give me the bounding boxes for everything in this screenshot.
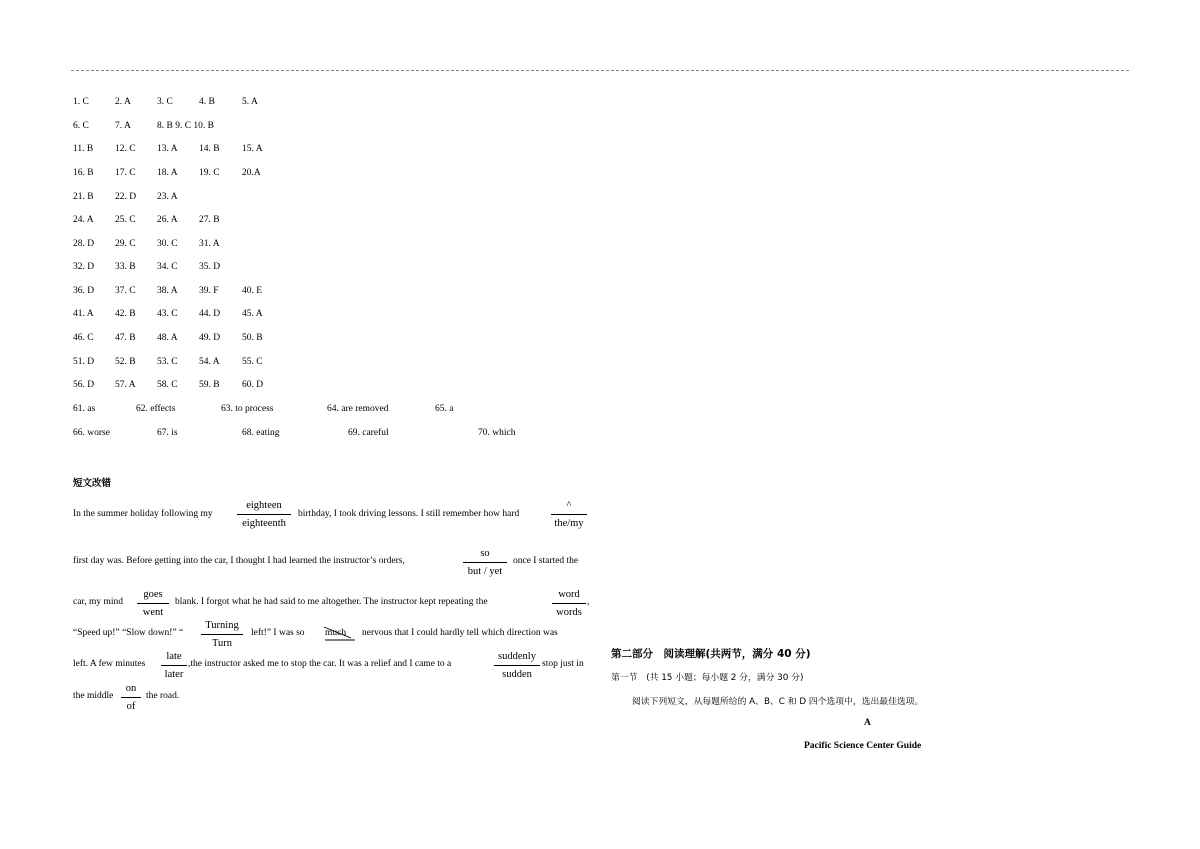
answer-item: 56. D: [73, 380, 95, 390]
passage-title: Pacific Science Center Guide: [804, 741, 922, 751]
correction-text: blank. I forgot what he had said to me altogether. The instructor kept repeating the: [175, 597, 488, 607]
answer-item: 30. C: [157, 239, 178, 249]
answer-item: 19. C: [199, 168, 220, 178]
answer-item: 62. effects: [136, 404, 176, 414]
answer-item: 41. A: [73, 309, 94, 319]
correction-bar: [494, 665, 540, 666]
answer-item: 43. C: [157, 309, 178, 319]
answer-item: 52. B: [115, 357, 136, 367]
answer-item: 7. A: [115, 121, 131, 131]
wrong-word: late: [166, 651, 182, 662]
answer-item: 45. A: [242, 309, 263, 319]
answer-item: 50. B: [242, 333, 263, 343]
correction-text: car, my mind: [73, 597, 124, 607]
wrong-word: word: [558, 589, 580, 600]
correction-text: left!” I was so: [251, 628, 305, 638]
passage-letter: A: [864, 718, 871, 728]
part-two-title: 第二部分 阅读理解(共两节，满分 40 分): [611, 648, 811, 660]
correction-text: ,the instructor asked me to stop the car. It was a relief and I came to a: [188, 659, 452, 669]
answer-item: 23. A: [157, 192, 178, 202]
wrong-word: eighteen: [246, 500, 282, 511]
wrong-word: on: [125, 683, 137, 694]
correction-text: birthday, I took driving lessons. I still remember how hard: [298, 509, 520, 519]
answer-item: 63. to process: [221, 404, 274, 414]
correction-bar: [201, 634, 243, 635]
correction-mark: [551, 498, 587, 531]
answer-item: 53. C: [157, 357, 178, 367]
answer-item: 70. which: [478, 428, 516, 438]
answer-item: 36. D: [73, 286, 95, 296]
correction-bar: [552, 603, 586, 604]
answer-item: 37. C: [115, 286, 136, 296]
corrected-word: of: [126, 701, 136, 712]
delete-mark-icon: [323, 626, 357, 642]
correction-text: left. A few minutes: [73, 659, 146, 669]
header-divider: [71, 70, 1129, 71]
answer-item: 68. eating: [242, 428, 280, 438]
answer-item: 69. careful: [348, 428, 389, 438]
answer-item: 21. B: [73, 192, 94, 202]
answer-item: 8. B 9. C 10. B: [157, 121, 215, 131]
answer-item: 35. D: [199, 262, 221, 272]
answer-item: 15. A: [242, 144, 263, 154]
correction-mark: [552, 587, 586, 620]
correction-bar: [137, 603, 169, 604]
insert-caret: ^: [566, 500, 572, 511]
answer-item: 25. C: [115, 215, 136, 225]
answer-item: 54. A: [199, 357, 220, 367]
answer-item: 60. D: [242, 380, 264, 390]
answer-item: 58. C: [157, 380, 178, 390]
answer-item: 65. a: [435, 404, 454, 414]
answer-item: 66. worse: [73, 428, 110, 438]
correction-text: In the summer holiday following my: [73, 509, 213, 519]
correction-text: ,: [587, 597, 590, 607]
correction-mark: [463, 546, 507, 579]
corrected-word: went: [142, 607, 164, 618]
answer-item: 51. D: [73, 357, 95, 367]
deleted-word-text: much: [325, 628, 347, 638]
answer-item: 13. A: [157, 144, 178, 154]
answer-item: 2. A: [115, 97, 131, 107]
answer-item: 55. C: [242, 357, 263, 367]
correction-mark: [237, 498, 291, 531]
correction-bar: [463, 562, 507, 563]
answer-item: 40. E: [242, 286, 263, 296]
answer-item: 20.A: [242, 168, 261, 178]
correction-mark: [121, 681, 141, 714]
answer-item: 29. C: [115, 239, 136, 249]
answer-item: 12. C: [115, 144, 136, 154]
correction-bar: [237, 514, 291, 515]
answer-item: 4. B: [199, 97, 215, 107]
correction-mark: [137, 587, 169, 620]
corrected-word: sudden: [502, 669, 532, 680]
correction-heading: 短文改错: [73, 478, 112, 489]
corrected-word: the/my: [554, 518, 584, 529]
wrong-word: Turning: [205, 620, 239, 631]
answer-item: 42. B: [115, 309, 136, 319]
wrong-word: suddenly: [498, 651, 536, 662]
answer-item: 3. C: [157, 97, 173, 107]
wrong-word: goes: [143, 589, 163, 600]
wrong-word: so: [480, 548, 490, 559]
corrected-word: Turn: [211, 638, 233, 649]
correction-text: once I started the: [513, 556, 579, 566]
corrected-word: words: [556, 607, 582, 618]
answer-item: 59. B: [199, 380, 220, 390]
correction-mark: [494, 649, 540, 682]
corrected-word: later: [164, 669, 184, 680]
answer-item: 11. B: [73, 144, 94, 154]
answer-item: 1. C: [73, 97, 89, 107]
corrected-word: eighteenth: [242, 518, 286, 529]
answer-item: 27. B: [199, 215, 220, 225]
correction-text: first day was. Before getting into the car, I thought I had learned the instructor’s orders,: [73, 556, 405, 566]
correction-text: stop just in: [542, 659, 584, 669]
answer-item: 44. D: [199, 309, 221, 319]
correction-text: the road.: [146, 691, 180, 701]
correction-bar: [161, 665, 187, 666]
answer-item: 61. as: [73, 404, 96, 414]
answer-item: 28. D: [73, 239, 95, 249]
answer-item: 46. C: [73, 333, 94, 343]
answer-item: 39. F: [199, 286, 219, 296]
correction-mark: [161, 649, 187, 682]
answer-item: 49. D: [199, 333, 221, 343]
reading-instruction: 阅读下列短文，从每题所给的 A、B、C 和 D 四个选项中，选出最佳选项。: [632, 697, 924, 707]
answer-item: 17. C: [115, 168, 136, 178]
answer-item: 26. A: [157, 215, 178, 225]
answer-item: 16. B: [73, 168, 94, 178]
section-one-subtitle: 第一节 (共 15 小题；每小题 2 分，满分 30 分): [611, 673, 804, 683]
correction-text: “Speed up!” “Slow down!” “: [73, 628, 184, 638]
answer-item: 47. B: [115, 333, 136, 343]
answer-item: 64. are removed: [327, 404, 389, 414]
answer-item: 5. A: [242, 97, 258, 107]
answer-item: 33. B: [115, 262, 136, 272]
answer-item: 14. B: [199, 144, 220, 154]
answer-item: 24. A: [73, 215, 94, 225]
answer-item: 48. A: [157, 333, 178, 343]
correction-mark: [201, 618, 243, 651]
answer-item: 22. D: [115, 192, 137, 202]
answer-item: 34. C: [157, 262, 178, 272]
answer-item: 32. D: [73, 262, 95, 272]
deleted-word: [325, 628, 346, 638]
correction-text: nervous that I could hardly tell which direction was: [362, 628, 558, 638]
correction-text: the middle: [73, 691, 114, 701]
answer-item: 38. A: [157, 286, 178, 296]
answer-item: 18. A: [157, 168, 178, 178]
correction-bar: [551, 514, 587, 515]
answer-item: 57. A: [115, 380, 136, 390]
corrected-word: but / yet: [467, 566, 503, 577]
answer-item: 6. C: [73, 121, 89, 131]
answer-item: 31. A: [199, 239, 220, 249]
correction-bar: [121, 697, 141, 698]
answer-item: 67. is: [157, 428, 178, 438]
